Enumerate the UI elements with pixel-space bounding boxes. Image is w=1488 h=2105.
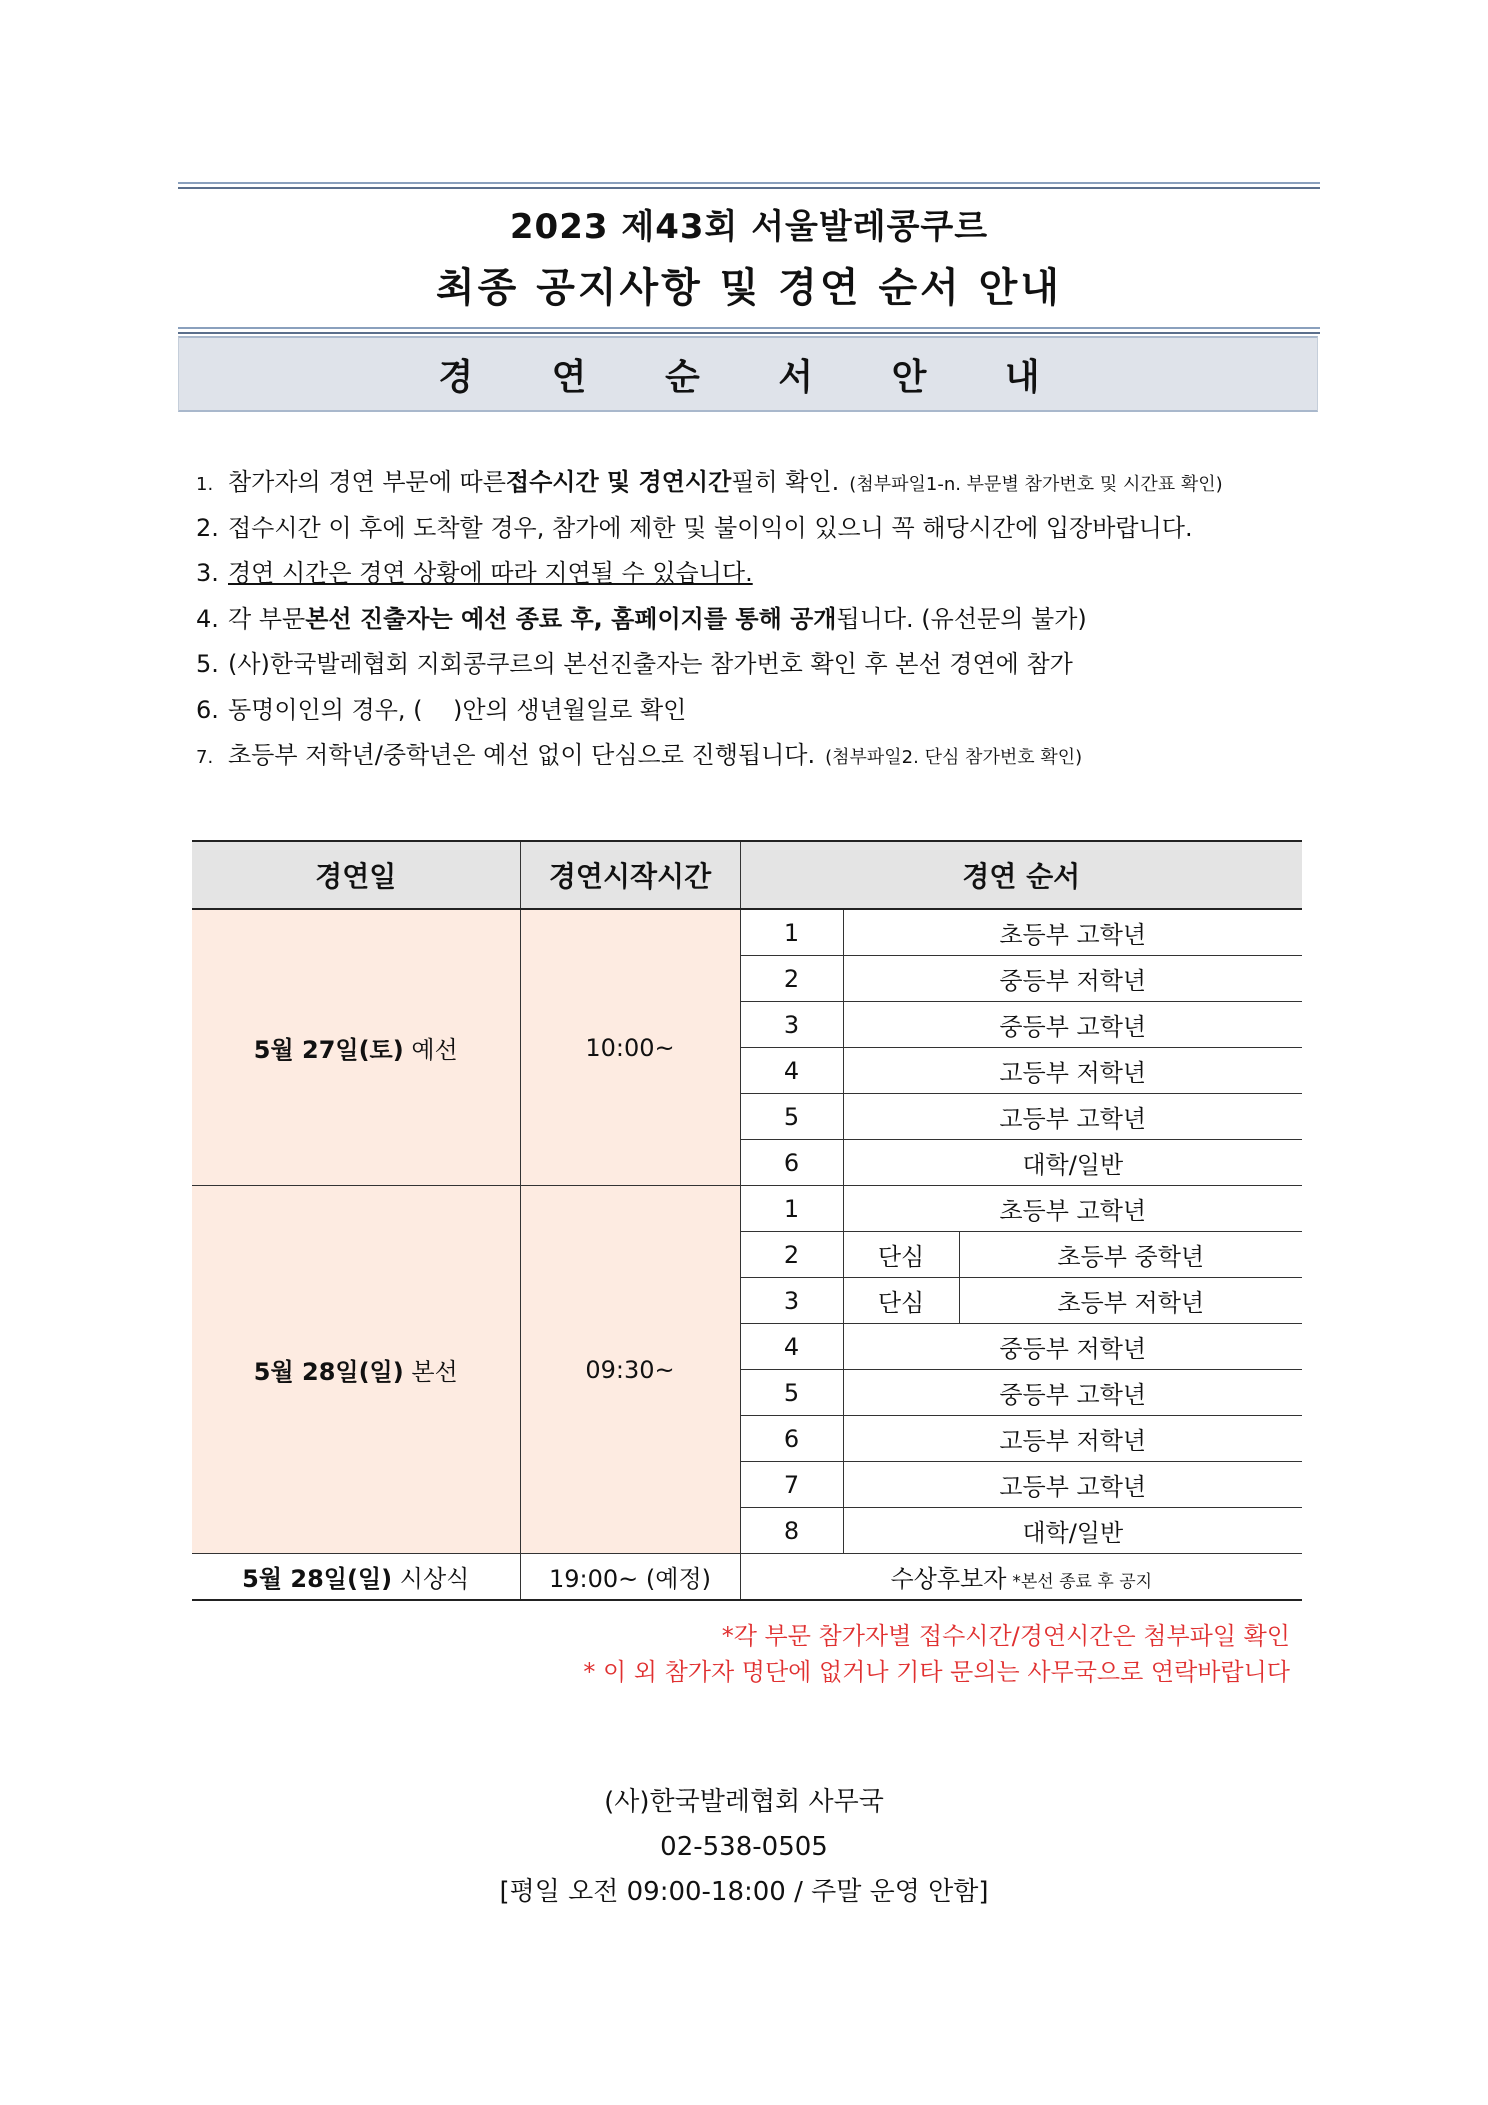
- order-number: 5: [740, 1094, 843, 1140]
- division-name: 중등부 고학년: [843, 1370, 1302, 1416]
- final-date-cell: [192, 1186, 520, 1554]
- division-name: 초등부 저학년: [959, 1278, 1302, 1324]
- table-row: [192, 1186, 1302, 1232]
- notice-item-5: [196, 644, 1376, 690]
- title-block: [178, 182, 1320, 334]
- order-number: 6: [740, 1140, 843, 1186]
- red-notes: [583, 1618, 1290, 1690]
- notice-number: 5.: [196, 650, 219, 678]
- order-number: 8: [740, 1508, 843, 1554]
- division-name: 대학/일반: [843, 1508, 1302, 1554]
- notice-item-6: [196, 690, 1376, 736]
- final-time: 09:30~: [520, 1186, 740, 1554]
- header-date: 경연일: [192, 841, 520, 909]
- notice-title: 최종 공지사항 및 경연 순서 안내: [436, 265, 1062, 311]
- red-note-2: * 이 외 참가자 명단에 없거나 기타 문의는 사무국으로 연락바랍니다: [583, 1658, 1290, 1686]
- order-number: 6: [740, 1416, 843, 1462]
- division-name: 중등부 고학년: [843, 1002, 1302, 1048]
- division-name: 고등부 저학년: [843, 1416, 1302, 1462]
- notice-number: 2.: [196, 513, 219, 542]
- final-round: 본선: [403, 1358, 458, 1386]
- ceremony-info: [740, 1554, 1302, 1601]
- judging-tag: 단심: [843, 1278, 959, 1324]
- prelim-time: 10:00~: [520, 909, 740, 1186]
- ceremony-text: 수상후보자: [890, 1565, 1007, 1593]
- notice-item-7: [196, 735, 1376, 781]
- header-start-time: 경연시작시간: [520, 841, 740, 909]
- footer-contact: [0, 1780, 1488, 1915]
- prelim-date-cell: [192, 909, 520, 1186]
- prelim-date: 5월 27일(토): [253, 1036, 404, 1064]
- division-name: 고등부 고학년: [843, 1094, 1302, 1140]
- red-note-1: *각 부문 참가자별 접수시간/경연시간은 첨부파일 확인: [721, 1622, 1290, 1650]
- notice-number: 7.: [196, 747, 214, 768]
- notice-item-1: [196, 462, 1376, 508]
- notice-note: (첨부파일1-n. 부문별 참가번호 및 시간표 확인): [849, 474, 1223, 495]
- division-name: 고등부 고학년: [843, 1462, 1302, 1508]
- ceremony-date: 5월 28일(일): [242, 1565, 393, 1593]
- ceremony-row: [192, 1554, 1302, 1601]
- footer-hours: [평일 오전 09:00-18:00 / 주말 운영 안함]: [499, 1877, 989, 1907]
- notice-number: 6.: [196, 695, 219, 724]
- division-name: 대학/일반: [843, 1140, 1302, 1186]
- order-number: 2: [740, 956, 843, 1002]
- notice-bold: 본선 진출자는 예선 종료 후, 홈페이지를 통해 공개: [305, 604, 837, 633]
- division-name: 초등부 중학년: [959, 1232, 1302, 1278]
- division-name: 중등부 저학년: [843, 1324, 1302, 1370]
- notice-text: 초등부 저학년/중학년은 예선 없이 단심으로 진행됩니다.: [228, 741, 816, 769]
- prelim-round: 예선: [403, 1036, 458, 1064]
- section-title: 경 연 순 서 안 내: [438, 356, 1058, 398]
- ceremony-label: 시상식: [392, 1565, 470, 1593]
- notice-text: 동명이인의 경우, ( )안의 생년월일로 확인: [228, 695, 687, 724]
- notice-note: (첨부파일2. 단심 참가번호 확인): [825, 747, 1083, 768]
- schedule-table: [192, 840, 1302, 1601]
- order-number: 7: [740, 1462, 843, 1508]
- notice-text: 참가자의 경연 부문에 따른: [228, 468, 506, 496]
- ceremony-note: *본선 종료 후 공지: [1012, 1572, 1153, 1592]
- division-name: 초등부 고학년: [843, 1186, 1302, 1232]
- notice-item-4: [196, 599, 1376, 645]
- bottom-rule: [178, 327, 1320, 334]
- notice-bold: 접수시간 및 경연시간: [505, 468, 732, 496]
- notice-item-2: [196, 508, 1376, 554]
- notice-list: [196, 462, 1376, 781]
- division-name: 중등부 저학년: [843, 956, 1302, 1002]
- notice-number: 4.: [196, 604, 219, 633]
- division-name: 고등부 저학년: [843, 1048, 1302, 1094]
- notice-number: 3.: [196, 559, 219, 587]
- table-row: [192, 909, 1302, 956]
- header-order: 경연 순서: [740, 841, 1302, 909]
- competition-title: 2023 제43회 서울발레콩쿠르: [509, 207, 989, 247]
- ceremony-time: 19:00~ (예정): [520, 1554, 740, 1601]
- final-date: 5월 28일(일): [253, 1358, 404, 1386]
- judging-tag: 단심: [843, 1232, 959, 1278]
- notice-text: 접수시간 이 후에 도착할 경우, 참가에 제한 및 불이익이 있으니 꼭 해당시간에 입장바랍니다.: [228, 513, 1193, 542]
- footer-phone: 02-538-0505: [660, 1832, 828, 1862]
- order-number: 1: [740, 1186, 843, 1232]
- notice-number: 1.: [196, 474, 214, 495]
- order-number: 4: [740, 1324, 843, 1370]
- notice-text: 경연 시간은 경연 상황에 따라 지연될 수 있습니다.: [228, 559, 753, 587]
- order-number: 5: [740, 1370, 843, 1416]
- notice-text: (사)한국발레협회 지회콩쿠르의 본선진출자는 참가번호 확인 후 본선 경연에 참가: [228, 650, 1073, 678]
- ceremony-date-cell: [192, 1554, 520, 1601]
- notice-text: 필히 확인.: [731, 468, 840, 496]
- order-number: 1: [740, 909, 843, 956]
- top-rule: [178, 182, 1320, 189]
- footer-org: (사)한국발레협회 사무국: [604, 1787, 884, 1817]
- notice-text: 됩니다. (유선문의 불가): [836, 604, 1087, 633]
- order-number: 3: [740, 1002, 843, 1048]
- notice-item-3: [196, 553, 1376, 599]
- notice-text: 각 부문: [228, 604, 306, 633]
- order-number: 2: [740, 1232, 843, 1278]
- order-number: 3: [740, 1278, 843, 1324]
- table-header-row: [192, 841, 1302, 909]
- section-header: [178, 336, 1318, 412]
- division-name: 초등부 고학년: [843, 909, 1302, 956]
- order-number: 4: [740, 1048, 843, 1094]
